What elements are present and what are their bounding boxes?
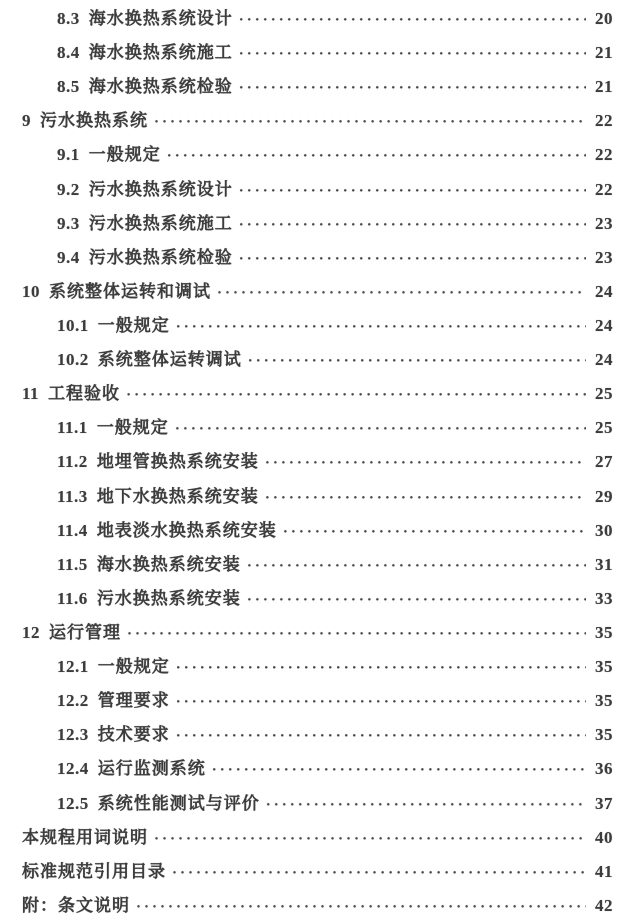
toc-entry-title: 海水换热系统检验	[88, 77, 233, 97]
toc-entry[interactable]	[0, 445, 613, 479]
toc-entry-number: 11.5	[57, 554, 88, 574]
toc-entry[interactable]	[0, 548, 613, 582]
toc-entry-number: 9.3	[57, 213, 80, 233]
toc-entry-page: 31	[595, 554, 613, 574]
toc-entry-number: 12.2	[57, 691, 89, 711]
toc-entry[interactable]	[0, 514, 613, 548]
toc-entry[interactable]	[0, 411, 613, 445]
toc-entry-number: 12.3	[57, 725, 89, 745]
toc-leader-dots	[239, 70, 586, 105]
toc-entry[interactable]	[0, 36, 613, 70]
toc-leader-dots	[239, 2, 586, 37]
toc-entry-page: 36	[595, 759, 613, 779]
toc-entry-title: 一般规定	[97, 315, 170, 335]
toc-entry-title: 地埋管换热系统安装	[96, 452, 259, 472]
toc-leader-dots	[176, 684, 586, 719]
toc-entry[interactable]	[0, 138, 613, 172]
toc-entry-title: 海水换热系统安装	[96, 554, 241, 574]
toc-leader-dots	[176, 718, 586, 753]
toc-entry-title: 系统性能测试与评价	[97, 793, 260, 813]
toc-leader-dots	[126, 377, 586, 412]
toc-entry[interactable]	[0, 275, 613, 309]
toc-entry-page: 33	[595, 588, 613, 608]
toc-entry-title: 系统整体运转调试	[97, 350, 242, 370]
toc-entry-number: 8.5	[57, 77, 80, 97]
toc-entry-page: 21	[595, 77, 613, 97]
toc-leader-dots	[265, 445, 586, 480]
toc-entry-page: 25	[595, 384, 613, 404]
toc-entry[interactable]	[0, 377, 613, 411]
toc-entry-title: 运行监测系统	[97, 759, 206, 779]
toc-entry[interactable]	[0, 650, 613, 684]
toc-leader-dots	[175, 411, 586, 446]
toc-entry-number: 10.2	[57, 350, 89, 370]
toc-entry-number: 11.3	[57, 486, 88, 506]
toc-leader-dots	[239, 173, 586, 208]
toc-entry[interactable]	[0, 582, 613, 616]
toc-entry[interactable]	[0, 343, 613, 377]
toc-entry-title: 一般规定	[96, 418, 169, 438]
toc-entry-number: 9.2	[57, 179, 80, 199]
toc-entry-page: 22	[595, 179, 613, 199]
toc-entry-title: 附：条文说明	[22, 895, 130, 915]
toc-entry-page: 27	[595, 452, 613, 472]
toc-entry-number: 8.3	[57, 9, 80, 28]
toc-entry-title: 本规程用词说明	[22, 827, 148, 847]
toc-entry-page: 24	[595, 281, 613, 301]
toc-entry-title: 地下水换热系统安装	[96, 486, 259, 506]
toc-leader-dots	[247, 582, 586, 617]
toc-entry-page: 21	[595, 43, 613, 63]
toc-entry[interactable]	[0, 309, 613, 343]
toc-leader-dots	[176, 650, 586, 685]
toc-entry-page: 37	[595, 793, 613, 813]
toc-entry-page: 22	[595, 145, 613, 165]
toc-entry-page: 25	[595, 418, 613, 438]
toc-entry-number: 8.4	[57, 43, 80, 63]
toc-entry-number: 11.1	[57, 418, 88, 438]
toc-entry[interactable]	[0, 787, 613, 821]
toc-leader-dots	[239, 36, 586, 71]
toc-entry-title: 技术要求	[97, 725, 170, 745]
toc-entry[interactable]	[0, 70, 613, 104]
toc-entry-page: 24	[595, 315, 613, 335]
toc-entry[interactable]	[0, 718, 613, 752]
toc-entry[interactable]	[0, 821, 613, 855]
toc-entry-number: 12.4	[57, 759, 89, 779]
toc-entry-number: 12	[22, 622, 40, 642]
toc-entry-title: 系统整体运转和调试	[49, 281, 211, 301]
toc-entry-title: 污水换热系统	[40, 111, 148, 131]
toc-entry-number: 9.4	[57, 247, 80, 267]
toc-entry[interactable]	[0, 684, 613, 718]
toc-list	[0, 2, 613, 921]
toc-entry-number: 9.1	[57, 145, 80, 165]
toc-leader-dots	[154, 104, 586, 139]
toc-leader-dots	[176, 309, 586, 344]
toc-entry-number: 10	[22, 281, 40, 301]
toc-entry-number: 12.1	[57, 657, 89, 677]
toc-leader-dots	[239, 207, 586, 242]
toc-entry-title: 污水换热系统检验	[88, 247, 233, 267]
toc-leader-dots	[239, 241, 586, 276]
toc-entry-number: 10.1	[57, 315, 89, 335]
toc-entry-title: 污水换热系统施工	[88, 213, 233, 233]
toc-entry[interactable]	[0, 480, 613, 514]
toc-entry-number: 9	[22, 111, 31, 131]
toc-entry[interactable]	[0, 173, 613, 207]
toc-entry-title: 一般规定	[97, 657, 170, 677]
toc-leader-dots	[136, 889, 586, 921]
toc-entry-title: 污水换热系统设计	[88, 179, 233, 199]
toc-leader-dots	[167, 138, 586, 173]
toc-leader-dots	[283, 514, 586, 549]
toc-entry-title: 工程验收	[48, 384, 121, 404]
toc-entry-number: 11.2	[57, 452, 88, 472]
toc-leader-dots	[247, 548, 586, 583]
toc-entry-number: 12.5	[57, 793, 89, 813]
toc-entry[interactable]	[0, 855, 613, 889]
toc-entry-page: 24	[595, 350, 613, 370]
toc-leader-dots	[265, 480, 586, 515]
toc-entry-page: 41	[595, 861, 613, 881]
toc-entry[interactable]	[0, 207, 613, 241]
toc-entry-title: 一般规定	[88, 145, 161, 165]
toc-entry[interactable]	[0, 241, 613, 275]
toc-entry-number: 11.4	[57, 520, 88, 540]
toc-entry[interactable]	[0, 616, 613, 650]
toc-entry[interactable]	[0, 104, 613, 138]
toc-leader-dots	[217, 275, 586, 310]
toc-entry-title: 海水换热系统设计	[88, 9, 233, 28]
toc-entry[interactable]	[0, 889, 613, 921]
toc-entry-number: 11	[22, 384, 40, 404]
toc-entry-title: 运行管理	[49, 622, 121, 642]
toc-entry-page: 23	[595, 213, 613, 233]
toc-entry-title: 海水换热系统施工	[88, 43, 233, 63]
toc-leader-dots	[248, 343, 586, 378]
toc-entry-title: 管理要求	[97, 691, 170, 711]
toc-entry-page: 35	[595, 622, 613, 642]
toc-entry-page: 40	[595, 827, 613, 847]
toc-entry-page: 35	[595, 657, 613, 677]
toc-entry-page: 35	[595, 725, 613, 745]
toc-leader-dots	[172, 855, 586, 890]
toc-entry-page: 30	[595, 520, 613, 540]
toc-entry[interactable]	[0, 2, 613, 36]
toc-entry-page: 23	[595, 247, 613, 267]
toc-leader-dots	[212, 752, 586, 787]
toc-entry-page: 29	[595, 486, 613, 506]
toc-leader-dots	[127, 616, 586, 651]
toc-entry-page: 20	[595, 9, 613, 28]
toc-entry[interactable]	[0, 752, 613, 786]
toc-entry-number: 11.6	[57, 588, 88, 608]
toc-entry-page: 22	[595, 111, 613, 131]
toc-entry-page: 42	[595, 895, 613, 915]
toc-entry-page: 35	[595, 691, 613, 711]
toc-entry-title: 标准规范引用目录	[22, 861, 166, 881]
toc-entry-title: 地表淡水换热系统安装	[96, 520, 277, 540]
toc-leader-dots	[154, 821, 586, 856]
toc-leader-dots	[266, 787, 586, 822]
toc-entry-title: 污水换热系统安装	[96, 588, 241, 608]
